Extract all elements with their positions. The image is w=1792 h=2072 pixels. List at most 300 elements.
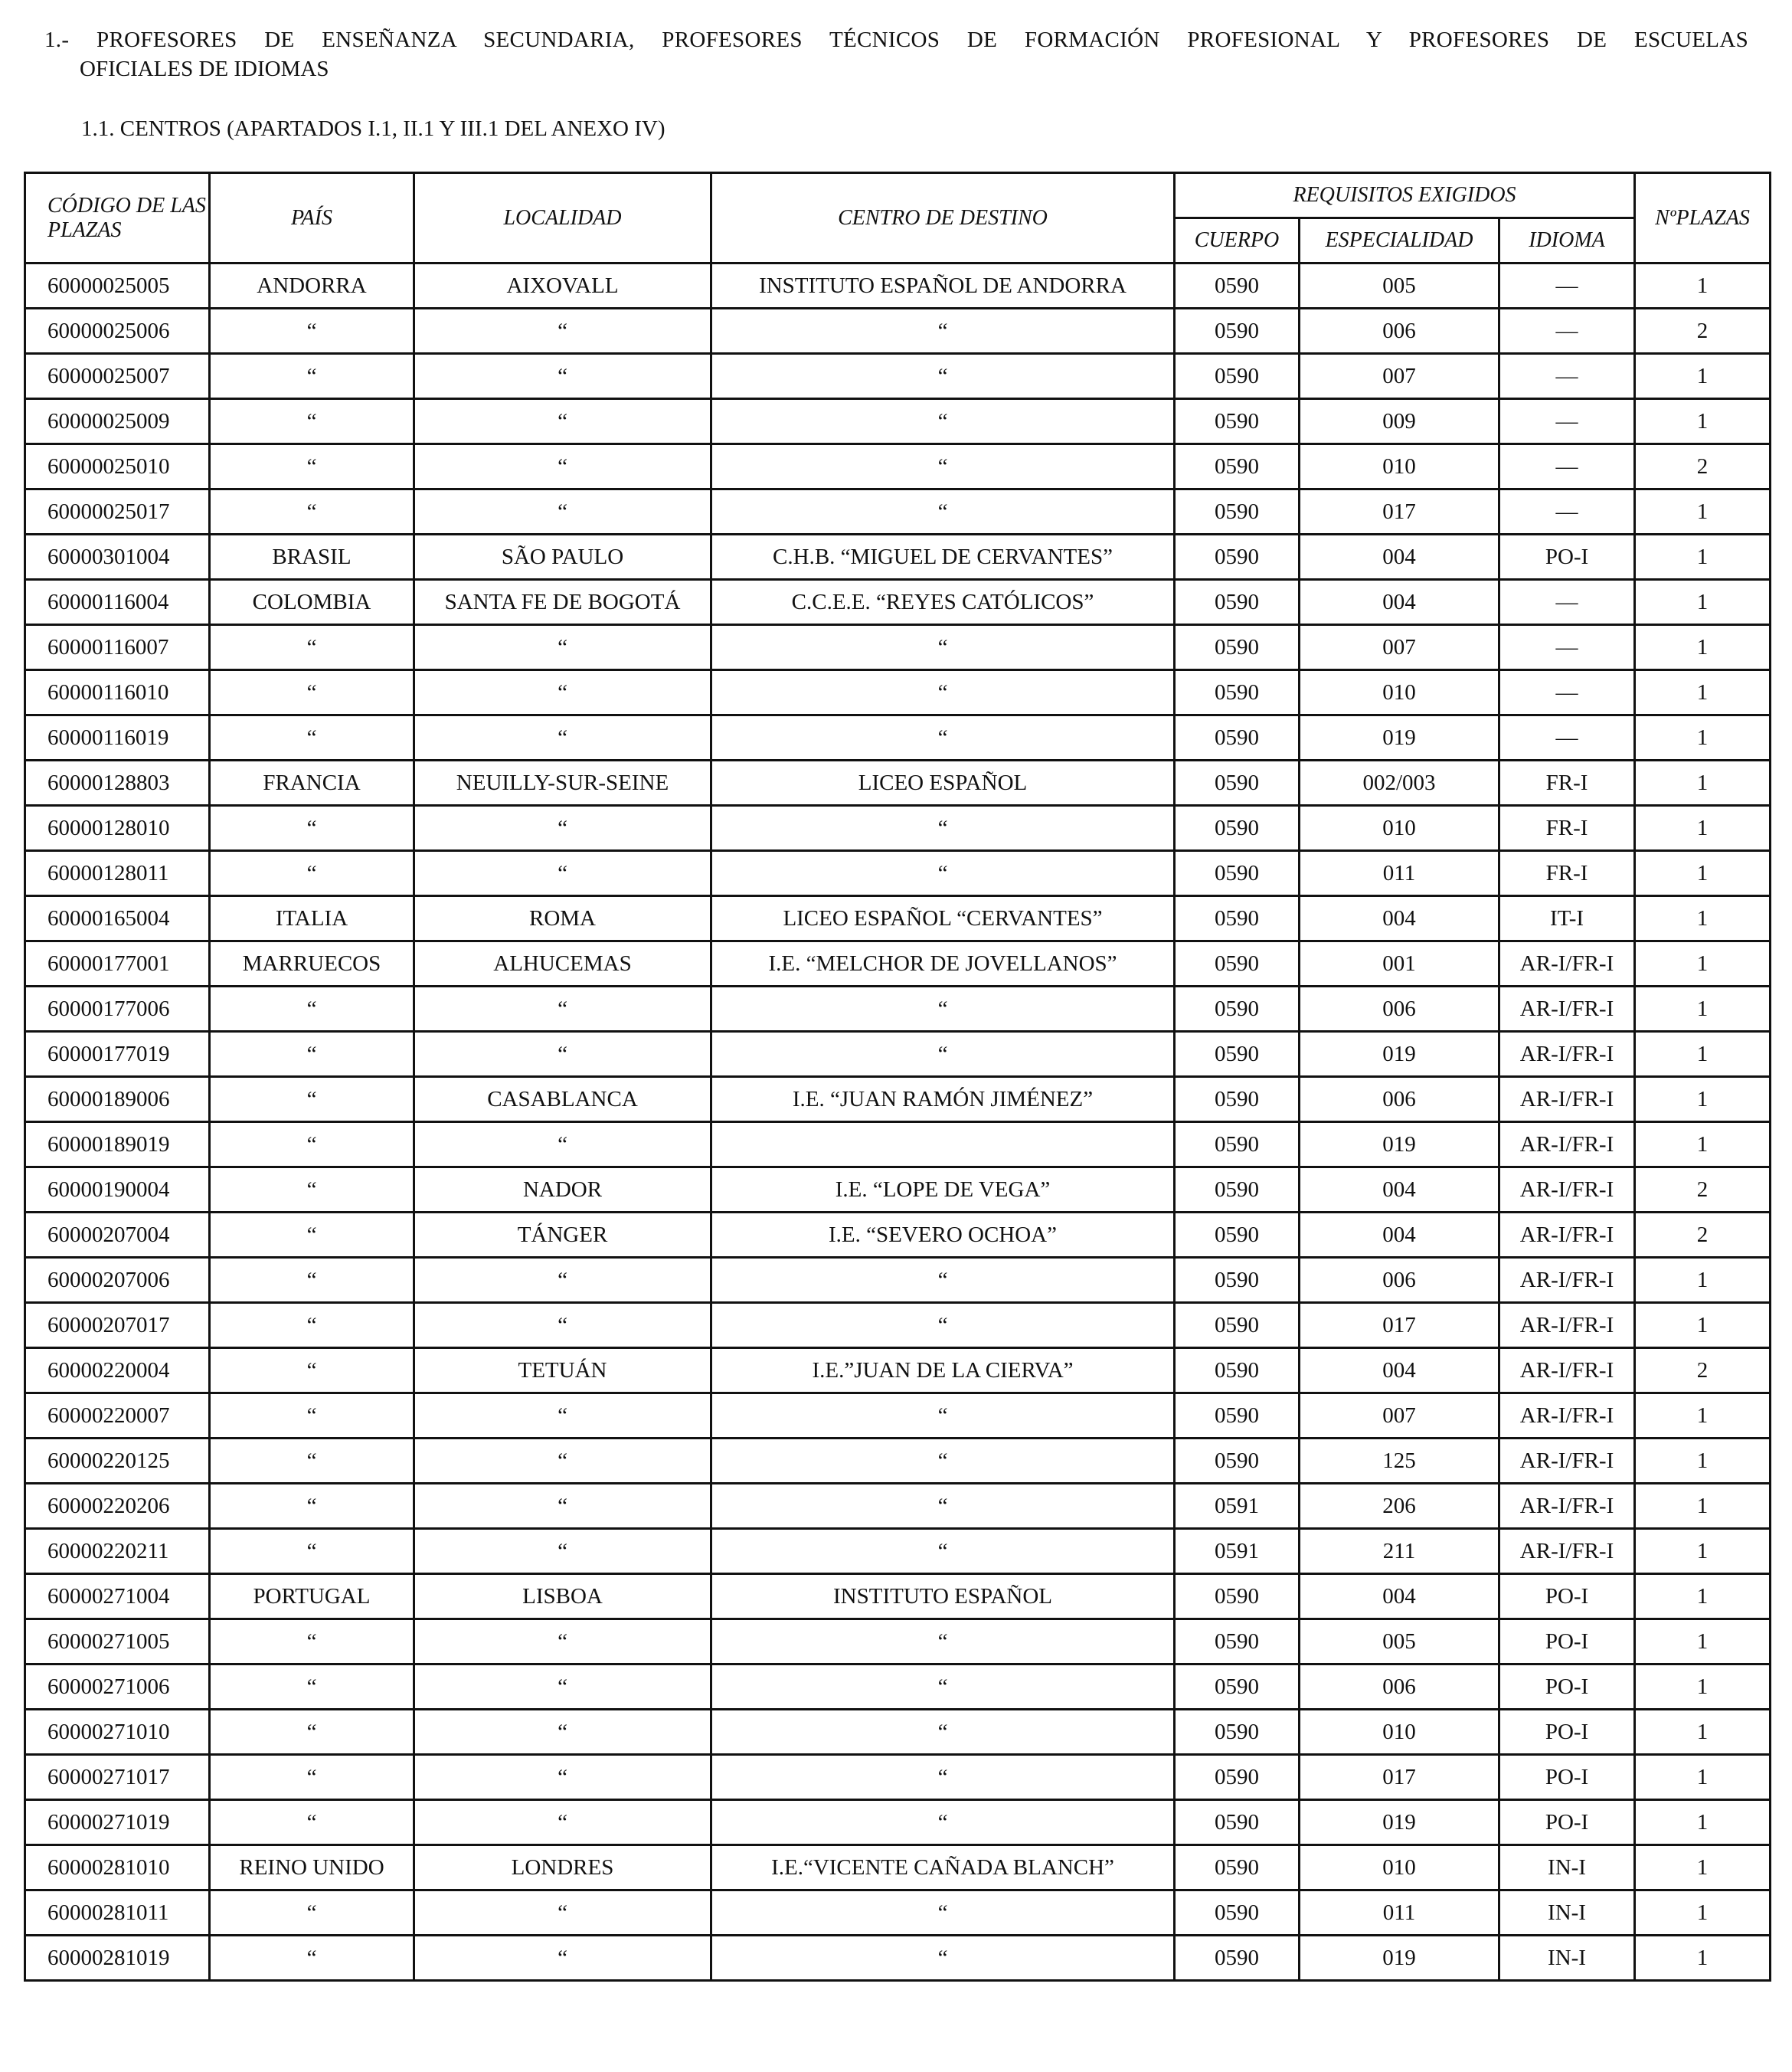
- cell-codigo: 60000025017: [25, 489, 210, 535]
- cell-pais: “: [210, 625, 414, 670]
- cell-codigo: 60000207017: [25, 1303, 210, 1348]
- cell-idioma: PO-I: [1499, 1755, 1635, 1800]
- cell-localidad: ALHUCEMAS: [414, 941, 711, 987]
- cell-especialidad: 010: [1300, 670, 1499, 715]
- table-row: [25, 806, 1771, 851]
- cell-centro: “: [711, 715, 1175, 761]
- cell-especialidad: 007: [1300, 1393, 1499, 1439]
- cell-plazas: 1: [1635, 1077, 1771, 1122]
- cell-cuerpo: 0590: [1175, 1167, 1300, 1213]
- cell-plazas: 1: [1635, 1303, 1771, 1348]
- cell-cuerpo: 0590: [1175, 489, 1300, 535]
- cell-especialidad: 004: [1300, 535, 1499, 580]
- cell-centro: “: [711, 1032, 1175, 1077]
- cell-codigo: 60000281019: [25, 1936, 210, 1981]
- cell-idioma: FR-I: [1499, 806, 1635, 851]
- cell-codigo: 60000271019: [25, 1800, 210, 1845]
- cell-centro: “: [711, 1529, 1175, 1574]
- cell-localidad: “: [414, 1936, 711, 1981]
- cell-localidad: SANTA FE DE BOGOTÁ: [414, 580, 711, 625]
- cell-cuerpo: 0590: [1175, 444, 1300, 489]
- cell-cuerpo: 0590: [1175, 1574, 1300, 1619]
- cell-centro: “: [711, 1890, 1175, 1936]
- cell-pais: “: [210, 1122, 414, 1167]
- cell-centro: “: [711, 1800, 1175, 1845]
- cell-localidad: “: [414, 715, 711, 761]
- cell-codigo: 60000128011: [25, 851, 210, 896]
- cell-especialidad: 019: [1300, 1032, 1499, 1077]
- cell-idioma: PO-I: [1499, 1800, 1635, 1845]
- cell-cuerpo: 0590: [1175, 1755, 1300, 1800]
- cell-localidad: NADOR: [414, 1167, 711, 1213]
- cell-plazas: 1: [1635, 1845, 1771, 1890]
- cell-pais: “: [210, 1484, 414, 1529]
- cell-pais: “: [210, 1032, 414, 1077]
- table-row: [25, 896, 1771, 941]
- cell-pais: “: [210, 715, 414, 761]
- cell-codigo: 60000189006: [25, 1077, 210, 1122]
- cell-especialidad: 006: [1300, 1258, 1499, 1303]
- cell-plazas: 1: [1635, 1529, 1771, 1574]
- cell-centro: “: [711, 1936, 1175, 1981]
- cell-cuerpo: 0590: [1175, 625, 1300, 670]
- cell-cuerpo: 0590: [1175, 1122, 1300, 1167]
- cell-centro: “: [711, 1710, 1175, 1755]
- cell-localidad: “: [414, 987, 711, 1032]
- table-row: [25, 1845, 1771, 1890]
- cell-pais: “: [210, 1167, 414, 1213]
- cell-plazas: 1: [1635, 761, 1771, 806]
- table-row: [25, 535, 1771, 580]
- cell-especialidad: 004: [1300, 580, 1499, 625]
- cell-codigo: 60000220004: [25, 1348, 210, 1393]
- header-localidad: LOCALIDAD: [414, 173, 711, 264]
- cell-plazas: 1: [1635, 1664, 1771, 1710]
- cell-codigo: 60000025005: [25, 264, 210, 309]
- table-row: [25, 1710, 1771, 1755]
- cell-plazas: 1: [1635, 941, 1771, 987]
- cell-pais: “: [210, 1077, 414, 1122]
- cell-especialidad: 004: [1300, 1574, 1499, 1619]
- table-row: [25, 580, 1771, 625]
- cell-cuerpo: 0590: [1175, 1077, 1300, 1122]
- cell-centro: “: [711, 1393, 1175, 1439]
- cell-localidad: “: [414, 806, 711, 851]
- cell-cuerpo: 0590: [1175, 1845, 1300, 1890]
- cell-cuerpo: 0590: [1175, 896, 1300, 941]
- table-row: [25, 1755, 1771, 1800]
- cell-cuerpo: 0590: [1175, 1800, 1300, 1845]
- cell-especialidad: 011: [1300, 1890, 1499, 1936]
- cell-cuerpo: 0590: [1175, 1890, 1300, 1936]
- cell-cuerpo: 0590: [1175, 535, 1300, 580]
- table-row: [25, 1122, 1771, 1167]
- cell-codigo: 60000025007: [25, 354, 210, 399]
- cell-centro: “: [711, 399, 1175, 444]
- table-row: [25, 1619, 1771, 1664]
- cell-pais: “: [210, 1303, 414, 1348]
- cell-pais: “: [210, 670, 414, 715]
- cell-idioma: AR-I/FR-I: [1499, 1077, 1635, 1122]
- table-row: [25, 1529, 1771, 1574]
- cell-codigo: 60000116007: [25, 625, 210, 670]
- cell-plazas: 1: [1635, 1122, 1771, 1167]
- table-row: [25, 1800, 1771, 1845]
- cell-centro: C.H.B. “MIGUEL DE CERVANTES”: [711, 535, 1175, 580]
- cell-centro: INSTITUTO ESPAÑOL: [711, 1574, 1175, 1619]
- cell-centro: “: [711, 806, 1175, 851]
- cell-pais: “: [210, 1393, 414, 1439]
- cell-idioma: PO-I: [1499, 1710, 1635, 1755]
- cell-idioma: AR-I/FR-I: [1499, 987, 1635, 1032]
- cell-centro: INSTITUTO ESPAÑOL DE ANDORRA: [711, 264, 1175, 309]
- cell-cuerpo: 0590: [1175, 354, 1300, 399]
- cell-codigo: 60000116010: [25, 670, 210, 715]
- cell-idioma: AR-I/FR-I: [1499, 1393, 1635, 1439]
- cell-plazas: 1: [1635, 1890, 1771, 1936]
- cell-localidad: “: [414, 309, 711, 354]
- cell-codigo: 60000025006: [25, 309, 210, 354]
- cell-plazas: 2: [1635, 309, 1771, 354]
- cell-codigo: 60000271006: [25, 1664, 210, 1710]
- cell-pais: “: [210, 1800, 414, 1845]
- cell-idioma: AR-I/FR-I: [1499, 1258, 1635, 1303]
- cell-localidad: “: [414, 1755, 711, 1800]
- cell-centro: LICEO ESPAÑOL: [711, 761, 1175, 806]
- cell-cuerpo: 0590: [1175, 715, 1300, 761]
- table-row: [25, 715, 1771, 761]
- cell-pais: “: [210, 1936, 414, 1981]
- cell-idioma: AR-I/FR-I: [1499, 1439, 1635, 1484]
- cell-especialidad: 010: [1300, 1845, 1499, 1890]
- header-plazas: NºPLAZAS: [1635, 173, 1771, 264]
- cell-centro: I.E.”JUAN DE LA CIERVA”: [711, 1348, 1175, 1393]
- table-row: [25, 1303, 1771, 1348]
- cell-codigo: 60000116019: [25, 715, 210, 761]
- cell-plazas: 1: [1635, 354, 1771, 399]
- cell-idioma: FR-I: [1499, 851, 1635, 896]
- cell-localidad: “: [414, 670, 711, 715]
- cell-pais: “: [210, 1890, 414, 1936]
- cell-localidad: “: [414, 399, 711, 444]
- cell-plazas: 1: [1635, 1032, 1771, 1077]
- cell-plazas: 1: [1635, 399, 1771, 444]
- cell-localidad: CASABLANCA: [414, 1077, 711, 1122]
- table-row: [25, 1664, 1771, 1710]
- cell-pais: “: [210, 1529, 414, 1574]
- cell-centro: “: [711, 489, 1175, 535]
- cell-centro: I.E.“VICENTE CAÑADA BLANCH”: [711, 1845, 1175, 1890]
- cell-codigo: 60000281011: [25, 1890, 210, 1936]
- cell-plazas: 1: [1635, 625, 1771, 670]
- cell-codigo: 60000301004: [25, 535, 210, 580]
- cell-idioma: —: [1499, 444, 1635, 489]
- cell-codigo: 60000271017: [25, 1755, 210, 1800]
- cell-cuerpo: 0590: [1175, 761, 1300, 806]
- cell-codigo: 60000177001: [25, 941, 210, 987]
- cell-idioma: —: [1499, 670, 1635, 715]
- header-codigo: CÓDIGO DE LAS PLAZAS: [25, 173, 210, 264]
- cell-pais: ANDORRA: [210, 264, 414, 309]
- cell-idioma: IN-I: [1499, 1890, 1635, 1936]
- cell-localidad: NEUILLY-SUR-SEINE: [414, 761, 711, 806]
- cell-idioma: —: [1499, 399, 1635, 444]
- table-row: [25, 851, 1771, 896]
- cell-especialidad: 211: [1300, 1529, 1499, 1574]
- cell-especialidad: 007: [1300, 354, 1499, 399]
- cell-pais: BRASIL: [210, 535, 414, 580]
- cell-codigo: 60000271004: [25, 1574, 210, 1619]
- cell-centro: [711, 1122, 1175, 1167]
- cell-localidad: “: [414, 1393, 711, 1439]
- cell-idioma: AR-I/FR-I: [1499, 941, 1635, 987]
- cell-localidad: “: [414, 1890, 711, 1936]
- cell-centro: “: [711, 1619, 1175, 1664]
- cell-plazas: 1: [1635, 535, 1771, 580]
- cell-especialidad: 004: [1300, 1167, 1499, 1213]
- cell-pais: “: [210, 1664, 414, 1710]
- cell-plazas: 1: [1635, 264, 1771, 309]
- cell-centro: I.E. “LOPE DE VEGA”: [711, 1167, 1175, 1213]
- cell-plazas: 1: [1635, 580, 1771, 625]
- cell-centro: “: [711, 987, 1175, 1032]
- cell-pais: “: [210, 309, 414, 354]
- cell-localidad: “: [414, 1529, 711, 1574]
- cell-codigo: 60000190004: [25, 1167, 210, 1213]
- cell-centro: LICEO ESPAÑOL “CERVANTES”: [711, 896, 1175, 941]
- cell-especialidad: 006: [1300, 987, 1499, 1032]
- table-row: [25, 1032, 1771, 1077]
- cell-pais: ITALIA: [210, 896, 414, 941]
- cell-especialidad: 019: [1300, 715, 1499, 761]
- cell-idioma: PO-I: [1499, 1619, 1635, 1664]
- cell-plazas: 2: [1635, 1213, 1771, 1258]
- cell-centro: “: [711, 1439, 1175, 1484]
- cell-especialidad: 019: [1300, 1936, 1499, 1981]
- cell-cuerpo: 0590: [1175, 1032, 1300, 1077]
- cell-pais: “: [210, 851, 414, 896]
- cell-cuerpo: 0590: [1175, 1664, 1300, 1710]
- cell-idioma: IN-I: [1499, 1845, 1635, 1890]
- cell-localidad: “: [414, 625, 711, 670]
- cell-pais: “: [210, 1348, 414, 1393]
- cell-centro: “: [711, 625, 1175, 670]
- cell-especialidad: 004: [1300, 1213, 1499, 1258]
- cell-centro: I.E. “MELCHOR DE JOVELLANOS”: [711, 941, 1175, 987]
- table-row: [25, 1393, 1771, 1439]
- cell-pais: “: [210, 806, 414, 851]
- cell-idioma: AR-I/FR-I: [1499, 1348, 1635, 1393]
- plazas-table: [24, 172, 1771, 1982]
- cell-plazas: 1: [1635, 489, 1771, 535]
- cell-codigo: 60000220206: [25, 1484, 210, 1529]
- cell-localidad: LISBOA: [414, 1574, 711, 1619]
- cell-especialidad: 017: [1300, 1755, 1499, 1800]
- cell-especialidad: 010: [1300, 1710, 1499, 1755]
- cell-pais: REINO UNIDO: [210, 1845, 414, 1890]
- cell-codigo: 60000207004: [25, 1213, 210, 1258]
- table-row: [25, 1077, 1771, 1122]
- cell-especialidad: 017: [1300, 489, 1499, 535]
- cell-cuerpo: 0590: [1175, 264, 1300, 309]
- cell-codigo: 60000177006: [25, 987, 210, 1032]
- table-row: [25, 264, 1771, 309]
- cell-idioma: AR-I/FR-I: [1499, 1122, 1635, 1167]
- cell-localidad: “: [414, 1484, 711, 1529]
- cell-plazas: 1: [1635, 1393, 1771, 1439]
- cell-cuerpo: 0591: [1175, 1529, 1300, 1574]
- cell-pais: “: [210, 1619, 414, 1664]
- cell-cuerpo: 0590: [1175, 309, 1300, 354]
- header-centro: CENTRO DE DESTINO: [711, 173, 1175, 264]
- cell-codigo: 60000271005: [25, 1619, 210, 1664]
- cell-plazas: 2: [1635, 1348, 1771, 1393]
- cell-especialidad: 007: [1300, 625, 1499, 670]
- cell-cuerpo: 0590: [1175, 1439, 1300, 1484]
- table-row: [25, 1213, 1771, 1258]
- cell-plazas: 1: [1635, 1800, 1771, 1845]
- cell-cuerpo: 0590: [1175, 580, 1300, 625]
- cell-codigo: 60000165004: [25, 896, 210, 941]
- cell-especialidad: 009: [1300, 399, 1499, 444]
- cell-idioma: FR-I: [1499, 761, 1635, 806]
- cell-localidad: “: [414, 1122, 711, 1167]
- cell-codigo: 60000116004: [25, 580, 210, 625]
- table-row: [25, 1348, 1771, 1393]
- cell-localidad: “: [414, 1439, 711, 1484]
- subsection-heading: 1.1. CENTROS (APARTADOS I.1, II.1 Y III.1 DEL ANEXO IV): [81, 116, 665, 141]
- cell-localidad: “: [414, 489, 711, 535]
- cell-localidad: “: [414, 1303, 711, 1348]
- cell-localidad: SÃO PAULO: [414, 535, 711, 580]
- cell-codigo: 60000128803: [25, 761, 210, 806]
- cell-idioma: PO-I: [1499, 535, 1635, 580]
- cell-especialidad: 002/003: [1300, 761, 1499, 806]
- cell-centro: “: [711, 444, 1175, 489]
- cell-localidad: LONDRES: [414, 1845, 711, 1890]
- cell-cuerpo: 0590: [1175, 941, 1300, 987]
- table-row: [25, 1258, 1771, 1303]
- cell-cuerpo: 0590: [1175, 1303, 1300, 1348]
- cell-localidad: TÁNGER: [414, 1213, 711, 1258]
- cell-idioma: —: [1499, 625, 1635, 670]
- cell-codigo: 60000025009: [25, 399, 210, 444]
- cell-plazas: 1: [1635, 715, 1771, 761]
- cell-especialidad: 005: [1300, 264, 1499, 309]
- cell-pais: COLOMBIA: [210, 580, 414, 625]
- cell-plazas: 2: [1635, 1167, 1771, 1213]
- cell-plazas: 1: [1635, 1439, 1771, 1484]
- cell-especialidad: 019: [1300, 1800, 1499, 1845]
- cell-especialidad: 006: [1300, 1664, 1499, 1710]
- cell-cuerpo: 0590: [1175, 987, 1300, 1032]
- cell-centro: “: [711, 1664, 1175, 1710]
- cell-cuerpo: 0591: [1175, 1484, 1300, 1529]
- cell-especialidad: 010: [1300, 806, 1499, 851]
- cell-cuerpo: 0590: [1175, 399, 1300, 444]
- cell-idioma: —: [1499, 309, 1635, 354]
- table-row: [25, 941, 1771, 987]
- cell-centro: “: [711, 1755, 1175, 1800]
- cell-cuerpo: 0590: [1175, 1936, 1300, 1981]
- cell-cuerpo: 0590: [1175, 670, 1300, 715]
- cell-plazas: 1: [1635, 1710, 1771, 1755]
- cell-localidad: “: [414, 1664, 711, 1710]
- cell-especialidad: 006: [1300, 1077, 1499, 1122]
- cell-centro: “: [711, 354, 1175, 399]
- cell-pais: “: [210, 1258, 414, 1303]
- cell-cuerpo: 0590: [1175, 806, 1300, 851]
- cell-idioma: IT-I: [1499, 896, 1635, 941]
- cell-localidad: “: [414, 444, 711, 489]
- cell-codigo: 60000177019: [25, 1032, 210, 1077]
- table-row: [25, 625, 1771, 670]
- cell-codigo: 60000207006: [25, 1258, 210, 1303]
- cell-idioma: AR-I/FR-I: [1499, 1303, 1635, 1348]
- cell-localidad: “: [414, 1032, 711, 1077]
- cell-cuerpo: 0590: [1175, 1393, 1300, 1439]
- cell-localidad: “: [414, 1258, 711, 1303]
- cell-localidad: “: [414, 851, 711, 896]
- cell-localidad: “: [414, 1800, 711, 1845]
- cell-idioma: —: [1499, 580, 1635, 625]
- cell-idioma: —: [1499, 264, 1635, 309]
- cell-plazas: 1: [1635, 1619, 1771, 1664]
- cell-plazas: 1: [1635, 1574, 1771, 1619]
- cell-centro: “: [711, 670, 1175, 715]
- cell-codigo: 60000025010: [25, 444, 210, 489]
- cell-especialidad: 019: [1300, 1122, 1499, 1167]
- cell-pais: FRANCIA: [210, 761, 414, 806]
- table-row: [25, 354, 1771, 399]
- table-row: [25, 1484, 1771, 1529]
- cell-especialidad: 004: [1300, 1348, 1499, 1393]
- cell-pais: PORTUGAL: [210, 1574, 414, 1619]
- cell-idioma: —: [1499, 715, 1635, 761]
- table-row: [25, 987, 1771, 1032]
- cell-especialidad: 206: [1300, 1484, 1499, 1529]
- header-especialidad: ESPECIALIDAD: [1300, 218, 1499, 264]
- header-requisitos: REQUISITOS EXIGIDOS: [1175, 173, 1635, 218]
- table-row: [25, 670, 1771, 715]
- cell-codigo: 60000281010: [25, 1845, 210, 1890]
- table-row: [25, 309, 1771, 354]
- section-heading: 1.- PROFESORES DE ENSEÑANZA SECUNDARIA, PROFESORES TÉCNICOS DE FORMACIÓN PROFESIONAL Y PROFESORES DE ESCUELAS: [44, 28, 1748, 52]
- cell-plazas: 1: [1635, 1258, 1771, 1303]
- cell-especialidad: 125: [1300, 1439, 1499, 1484]
- table-row: [25, 1167, 1771, 1213]
- cell-localidad: AIXOVALL: [414, 264, 711, 309]
- table-row: [25, 761, 1771, 806]
- cell-centro: “: [711, 309, 1175, 354]
- cell-cuerpo: 0590: [1175, 1213, 1300, 1258]
- cell-pais: “: [210, 1439, 414, 1484]
- cell-plazas: 2: [1635, 444, 1771, 489]
- cell-pais: MARRUECOS: [210, 941, 414, 987]
- cell-pais: “: [210, 1755, 414, 1800]
- cell-centro: I.E. “SEVERO OCHOA”: [711, 1213, 1175, 1258]
- cell-centro: C.C.E.E. “REYES CATÓLICOS”: [711, 580, 1175, 625]
- cell-codigo: 60000220125: [25, 1439, 210, 1484]
- cell-idioma: —: [1499, 354, 1635, 399]
- cell-localidad: “: [414, 1619, 711, 1664]
- header-cuerpo: CUERPO: [1175, 218, 1300, 264]
- cell-centro: I.E. “JUAN RAMÓN JIMÉNEZ”: [711, 1077, 1175, 1122]
- cell-plazas: 1: [1635, 851, 1771, 896]
- cell-codigo: 60000220007: [25, 1393, 210, 1439]
- cell-codigo: 60000128010: [25, 806, 210, 851]
- cell-pais: “: [210, 354, 414, 399]
